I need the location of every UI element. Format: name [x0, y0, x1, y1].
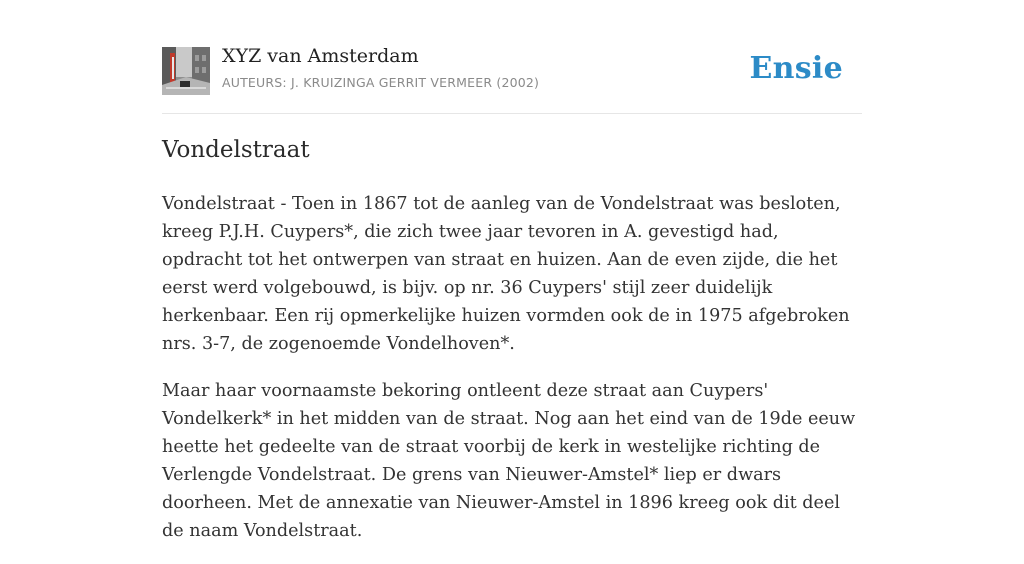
publication-header — [162, 0, 862, 114]
article-paragraph: Vondelstraat - Toen in 1867 tot de aanleg van de Vondelstraat was besloten, kreeg P.J.H. Cuypers*, die zich twee jaar tevoren in A. gevestigd had, opdracht tot het ontwerpen van straat en huizen. Aan de even zijde, die het eerst werd volgebouwd, is bijv. op nr. 36 Cuypers' stijl zeer duidelijk herkenbaar. Een rij opmerkelijke huizen vormden ook de in 1975 afgebroken nrs. 3-7, de zogenoemde Vondelhoven*. — [162, 194, 850, 354]
street-photo-icon — [162, 47, 210, 95]
publication-avatar[interactable] — [162, 47, 210, 95]
article-body — [162, 190, 862, 564]
article-title: Vondelstraat — [162, 137, 310, 163]
article-container — [162, 0, 862, 541]
publication-authors: AUTEURS: J. KRUIZINGA GERRIT VERMEER (2002) — [222, 75, 540, 90]
publication-name[interactable]: XYZ van Amsterdam — [222, 45, 419, 67]
article-paragraph: Maar haar voornaamste bekoring ontleent deze straat aan Cuypers' Vondelkerk* in het midden van de straat. Nog aan het eind van de 19de eeuw heette het gedeelte van de straat voorbij de kerk in westelijke richting de Verlengde Vondelstraat. De grens van Nieuwer-Amstel* liep er dwars doorheen. Met de annexatie van Nieuwer-Amstel in 1896 kreeg ook dit deel de naam Vondelstraat. — [162, 381, 856, 541]
brand-logo[interactable]: Ensie — [749, 51, 843, 86]
